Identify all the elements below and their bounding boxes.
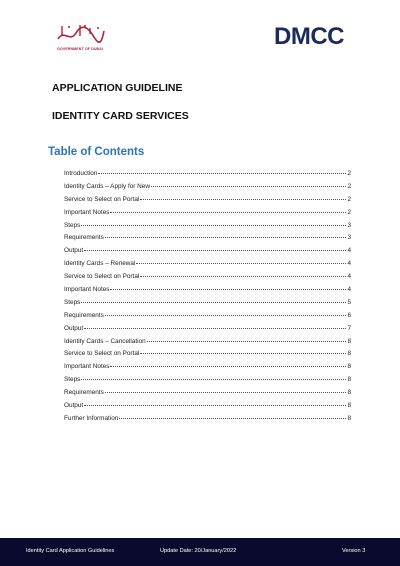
toc-entry-requirements[interactable] <box>64 312 351 325</box>
toc-entry-page: 8 <box>347 363 351 371</box>
toc-dot-leader <box>84 405 346 406</box>
toc-entry-title: Important Notes <box>64 286 110 294</box>
toc-dot-leader <box>110 289 346 290</box>
toc-entry-page: 2 <box>347 195 351 203</box>
toc-entry-title: Requirements <box>64 311 104 319</box>
document-title: APPLICATION GUIDELINE <box>52 82 183 94</box>
document-subtitle: IDENTITY CARD SERVICES <box>52 110 189 122</box>
toc-entry-requirements[interactable] <box>64 389 351 402</box>
toc-entry-title: Identity Cards – Apply for New <box>64 182 150 190</box>
toc-entry-important-notes[interactable] <box>64 363 351 376</box>
toc-entry-output[interactable] <box>64 402 351 415</box>
toc-dot-leader <box>105 392 347 393</box>
toc-entry-title: Output <box>64 247 84 255</box>
toc-entry-output[interactable] <box>64 247 351 260</box>
toc-entry-page: 5 <box>347 298 351 306</box>
toc-dot-leader <box>84 328 346 329</box>
toc-entry-service-to-select[interactable] <box>64 196 351 209</box>
toc-dot-leader <box>147 341 347 342</box>
toc-entry-page: 4 <box>347 286 351 294</box>
toc-entry-page: 3 <box>347 234 351 242</box>
toc-entry-service-to-select[interactable] <box>64 350 351 363</box>
toc-entry-title: Introduction <box>64 170 98 177</box>
toc-entry-title: Output <box>64 324 84 332</box>
toc-dot-leader <box>151 186 346 187</box>
dmcc-logo: DMCC <box>274 23 344 50</box>
toc-entry-page: 8 <box>347 350 351 358</box>
toc-entry-renewal[interactable] <box>64 260 351 273</box>
page-footer <box>0 538 400 566</box>
toc-entry-page: 3 <box>347 221 351 229</box>
toc-entry-requirements[interactable] <box>64 234 351 247</box>
toc-entry-page: 6 <box>347 311 351 319</box>
toc-dot-leader <box>81 225 346 226</box>
toc-entry-output[interactable] <box>64 325 351 338</box>
toc-dot-leader <box>81 302 346 303</box>
toc-entry-title: Output <box>64 402 84 410</box>
toc-entry-title: Service to Select on Portal <box>64 273 140 281</box>
government-of-dubai-logo <box>48 22 112 50</box>
dubai-calligraphy-icon <box>54 22 106 46</box>
toc-entry-cancellation[interactable] <box>64 338 351 351</box>
toc-entry-page: 8 <box>347 337 351 345</box>
toc-entry-title: Important Notes <box>64 208 110 216</box>
toc-entry-page: 4 <box>347 260 351 268</box>
toc-entry-title: Further Information <box>64 414 119 422</box>
toc-entry-title: Steps <box>64 221 81 229</box>
toc-dot-leader <box>105 315 347 316</box>
toc-dot-leader <box>84 250 346 251</box>
toc-entry-apply-for-new[interactable] <box>64 183 351 196</box>
toc-entry-page: 4 <box>347 247 351 255</box>
toc-entry-title: Important Notes <box>64 363 110 371</box>
toc-entry-page: 2 <box>347 170 351 177</box>
toc-entry-introduction[interactable] <box>64 170 351 183</box>
toc-entry-steps[interactable] <box>64 222 351 235</box>
toc-entry-page: 7 <box>347 324 351 332</box>
toc-entry-title: Identity Cards – Cancellation <box>64 337 146 345</box>
toc-dot-leader <box>98 173 346 174</box>
toc-entry-title: Requirements <box>64 234 104 242</box>
toc-entry-service-to-select[interactable] <box>64 273 351 286</box>
toc-entry-page: 8 <box>347 402 351 410</box>
footer-update-date: Update Date: 20/January/2022 <box>160 548 237 554</box>
toc-entry-title: Service to Select on Portal <box>64 350 140 358</box>
toc-dot-leader <box>110 212 346 213</box>
toc-dot-leader <box>136 263 346 264</box>
footer-version: Version 3 <box>342 548 366 554</box>
toc-dot-leader <box>105 237 347 238</box>
toc-list <box>64 170 351 428</box>
toc-entry-important-notes[interactable] <box>64 286 351 299</box>
toc-entry-page: 8 <box>347 389 351 397</box>
toc-entry-title: Service to Select on Portal <box>64 195 140 203</box>
toc-dot-leader <box>140 276 346 277</box>
toc-entry-steps[interactable] <box>64 376 351 389</box>
toc-entry-page: 8 <box>347 414 351 422</box>
toc-entry-title: Identity Cards – Renewal <box>64 260 136 268</box>
toc-dot-leader <box>140 353 346 354</box>
toc-entry-page: 2 <box>347 208 351 216</box>
toc-entry-further-information[interactable] <box>64 415 351 428</box>
toc-dot-leader <box>81 379 346 380</box>
toc-entry-title: Requirements <box>64 389 104 397</box>
gov-logo-text: GOVERNMENT OF DUBAI <box>56 47 104 51</box>
toc-entry-steps[interactable] <box>64 299 351 312</box>
toc-heading: Table of Contents <box>48 146 145 158</box>
toc-entry-page: 4 <box>347 273 351 281</box>
toc-dot-leader <box>140 199 346 200</box>
toc-dot-leader <box>110 366 346 367</box>
toc-entry-title: Steps <box>64 298 81 306</box>
toc-dot-leader <box>119 418 346 419</box>
toc-entry-important-notes[interactable] <box>64 209 351 222</box>
footer-document-name: Identity Card Application Guidelines <box>26 548 115 554</box>
toc-entry-title: Steps <box>64 376 81 384</box>
toc-entry-page: 2 <box>347 182 351 190</box>
toc-entry-page: 8 <box>347 376 351 384</box>
